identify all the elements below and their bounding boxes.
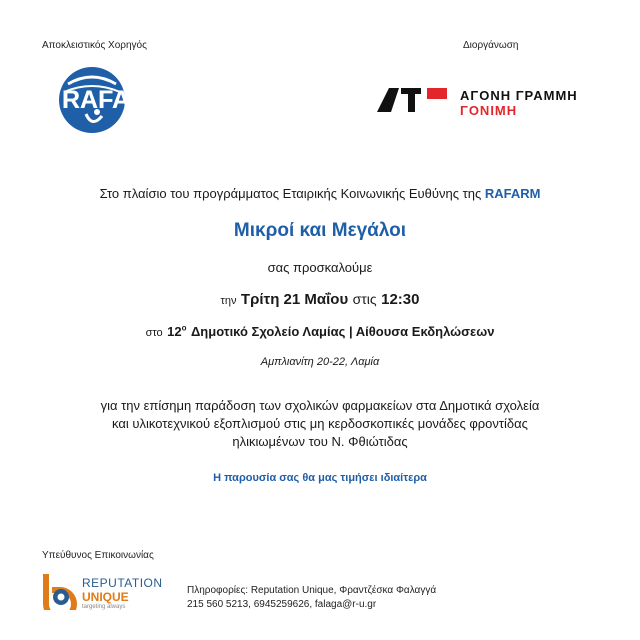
venue-line [0,323,640,341]
reputation-logo-name: REPUTATION [82,576,163,590]
closing-line: Η παρουσία σας θα μας τιμήσει ιδιαίτερα [213,472,427,484]
organizer-label: Διοργάνωση [463,40,519,51]
date-line [0,291,640,309]
date-middle: στις [352,291,377,307]
venue-prefix: στο [145,327,163,339]
event-title: Μικροί και Μεγάλοι [233,220,407,241]
purpose-line-1: για την επίσημη παράδοση των σχολικών φαρμακείων στα Δημοτικά σχολεία [100,398,540,413]
event-date: Τρίτη 21 Μαΐου [240,291,349,308]
sponsor-label: Αποκλειστικός Χορηγός [42,40,147,51]
intro-brand: RAFARM [484,186,541,201]
venue-number: $12^o$ [167,323,187,339]
reputation-unique-logo [42,570,80,610]
contact-info-line-2: 215 560 5213, 6945259626, falaga@r-u.gr [187,599,377,610]
organizer-logo-mark [377,88,447,112]
reputation-logo-sub: UNIQUE [82,590,129,604]
event-time: 12:30 [381,291,420,308]
organizer-name-line1: ΑΓΟΝΗ ΓΡΑΜΜΗ [460,88,578,103]
organizer-shapes-icon [377,88,447,112]
rafarm-logo-text-a: RAFARM [62,86,169,114]
reputation-logo-tag: targeting always [82,604,126,610]
intro-text: Στο πλαίσιο του προγράμματος Εταιρικής Κοινωνικής Ευθύνης της [99,186,485,201]
organizer-name-line2: ΓΟΝΙΜΗ [460,103,518,118]
invite-line: σας προσκαλούμε [267,260,373,275]
venue-address: Αμπλιανίτη 20-22, Λαμία [260,356,380,368]
intro-line [0,186,640,201]
date-prefix: την [220,295,237,307]
purpose-line-3: ηλικιωμένων του Ν. Φθιώτιδας [232,434,408,449]
purpose-line-2: και υλικοτεχνικού εξοπλισμού στις μη κερδοσκοπικές μονάδες φροντίδας [112,416,528,431]
venue-name: Δημοτικό Σχολείο Λαμίας | Αίθουσα Εκδηλώσεων [190,324,495,339]
reputation-unique-mark-icon [42,570,80,610]
contact-label: Υπεύθυνος Επικοινωνίας [42,550,154,561]
contact-info-line-1: Πληροφορίες: Reputation Unique, Φραντζέσκα Φαλαγγά [187,585,437,596]
